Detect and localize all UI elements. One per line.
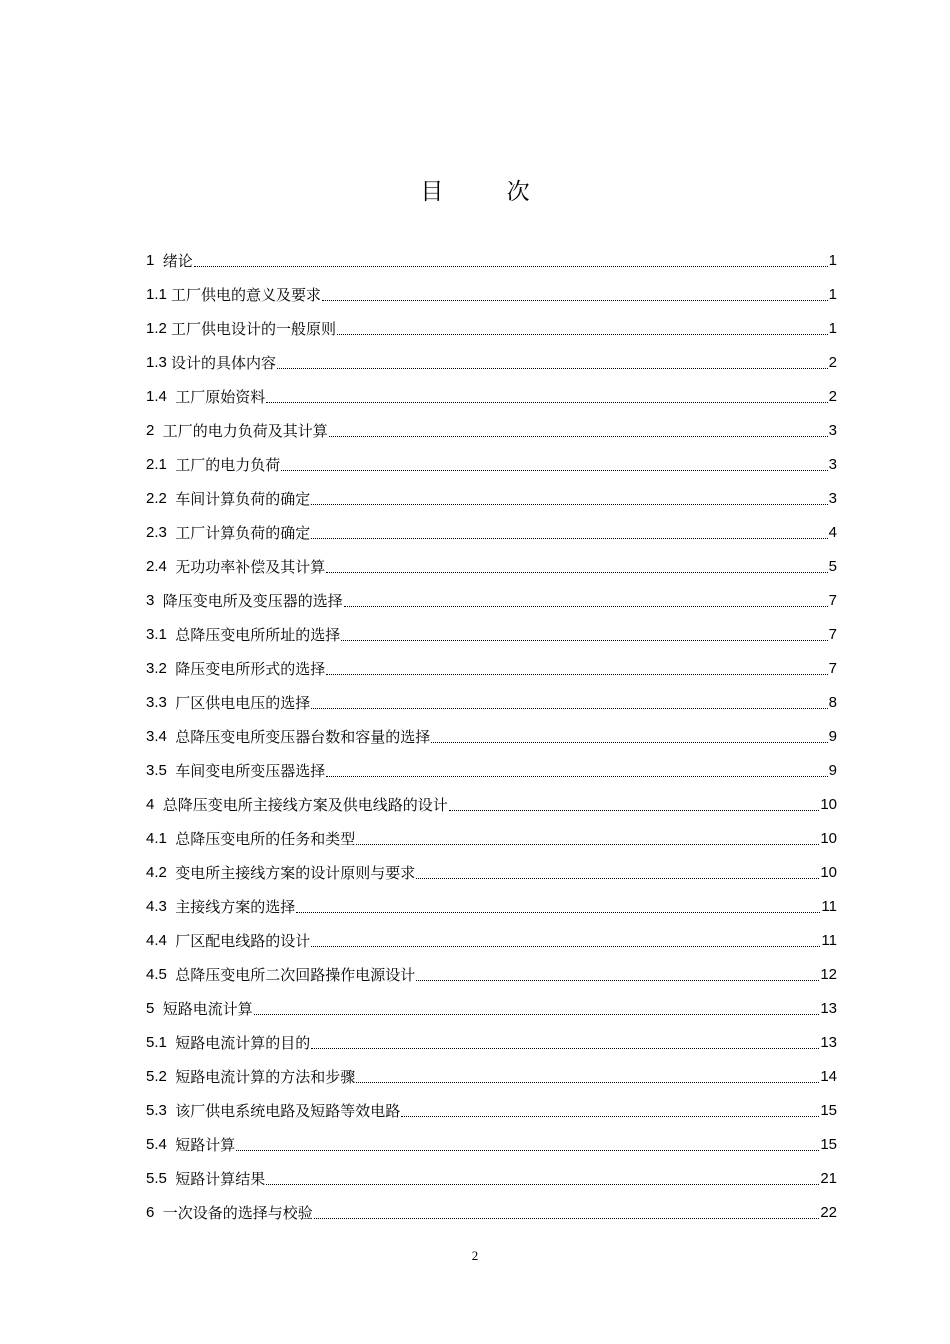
toc-entry[interactable]: [146, 580, 837, 614]
toc-entry-number: 3.4: [146, 728, 176, 745]
toc-entry-number: 4.4: [146, 932, 176, 949]
toc-entry-number: 5.5: [146, 1170, 176, 1187]
toc-entry-number: 4.2: [146, 864, 176, 881]
toc-entry-number: 4.5: [146, 966, 176, 983]
toc-entry-number: 3.5: [146, 762, 176, 779]
toc-entry[interactable]: [146, 240, 837, 274]
toc-entry-number: 6: [146, 1204, 163, 1221]
toc-entry-number: 2.4: [146, 558, 176, 575]
toc-entry-number: 1.2: [146, 320, 172, 337]
toc-entry-number: 2.1: [146, 456, 176, 473]
toc-entry[interactable]: [146, 750, 837, 784]
toc-dot-leader: [311, 1047, 819, 1049]
toc-entry-title: 总降压变电所的任务和类型: [175, 830, 356, 848]
toc-entry-number: 5.1: [146, 1034, 176, 1051]
toc-dot-leader: [416, 979, 819, 981]
toc-dot-leader: [314, 1217, 820, 1219]
toc-entry-title: 总降压变电所主接线方案及供电线路的设计: [162, 796, 448, 814]
toc-dot-leader: [431, 741, 827, 743]
toc-entry-page: 7: [828, 626, 837, 643]
page-title: 目 次: [420, 179, 558, 205]
toc-entry-page: 10: [820, 830, 837, 847]
toc-dot-leader: [341, 639, 827, 641]
toc-dot-leader: [322, 299, 828, 301]
toc-entry-number: 1.1: [146, 286, 172, 303]
toc-entry[interactable]: [146, 512, 837, 546]
toc-dot-leader: [254, 1013, 820, 1015]
toc-entry-page: 1: [828, 320, 837, 337]
toc-entry-title: 工厂的电力负荷: [175, 456, 281, 474]
toc-dot-leader: [416, 877, 819, 879]
toc-entry-page: 12: [820, 966, 837, 983]
toc-entry-title: 工厂供电设计的一般原则: [171, 320, 337, 338]
toc-entry[interactable]: [146, 410, 837, 444]
toc-entry-title: 绪论: [162, 252, 193, 270]
toc-entry-page: 11: [821, 932, 837, 949]
toc-entry[interactable]: [146, 1090, 837, 1124]
toc-dot-leader: [266, 1183, 819, 1185]
toc-entry[interactable]: [146, 852, 837, 886]
toc-entry[interactable]: [146, 920, 837, 954]
toc-entry-number: 5.4: [146, 1136, 176, 1153]
toc-entry-title: 降压变电所形式的选择: [175, 660, 326, 678]
toc-entry-number: 1.3: [146, 354, 172, 371]
toc-dot-leader: [344, 605, 828, 607]
page-number: 2: [471, 1248, 479, 1263]
toc-entry[interactable]: [146, 1022, 837, 1056]
toc-entry-title: 该厂供电系统电路及短路等效电路: [175, 1102, 401, 1120]
toc-entry-page: 14: [820, 1068, 837, 1085]
toc-dot-leader: [449, 809, 820, 811]
toc-dot-leader: [311, 945, 820, 947]
toc-entry-page: 22: [820, 1204, 837, 1221]
toc-entry-title: 工厂原始资料: [175, 388, 266, 406]
table-of-contents: [146, 240, 837, 1226]
toc-entry[interactable]: [146, 342, 837, 376]
toc-entry[interactable]: [146, 1192, 837, 1226]
toc-entry-page: 7: [828, 660, 837, 677]
toc-entry[interactable]: [146, 818, 837, 852]
toc-dot-leader: [337, 333, 828, 335]
toc-dot-leader: [296, 911, 820, 913]
toc-entry-page: 11: [821, 898, 837, 915]
toc-entry-number: 1.4: [146, 388, 176, 405]
toc-entry-page: 13: [820, 1034, 837, 1051]
toc-entry-title: 总降压变电所变压器台数和容量的选择: [175, 728, 431, 746]
toc-dot-leader: [281, 469, 827, 471]
toc-entry-number: 5: [146, 1000, 163, 1017]
toc-entry-page: 21: [820, 1170, 837, 1187]
toc-entry-title: 厂区供电电压的选择: [175, 694, 311, 712]
toc-entry[interactable]: [146, 784, 837, 818]
toc-dot-leader: [277, 367, 828, 369]
toc-entry-page: 8: [828, 694, 837, 711]
toc-dot-leader: [326, 571, 827, 573]
toc-entry-page: 3: [828, 456, 837, 473]
toc-entry[interactable]: [146, 376, 837, 410]
toc-entry-title: 工厂计算负荷的确定: [175, 524, 311, 542]
toc-entry-page: 15: [820, 1136, 837, 1153]
toc-entry-number: 3.1: [146, 626, 176, 643]
toc-entry[interactable]: [146, 648, 837, 682]
toc-entry-title: 工厂供电的意义及要求: [171, 286, 322, 304]
toc-entry[interactable]: [146, 1056, 837, 1090]
toc-entry[interactable]: [146, 988, 837, 1022]
toc-dot-leader: [326, 775, 827, 777]
toc-entry-title: 总降压变电所二次回路操作电源设计: [175, 966, 416, 984]
toc-entry-page: 9: [828, 728, 837, 745]
toc-entry-number: 4: [146, 796, 163, 813]
toc-entry[interactable]: [146, 614, 837, 648]
toc-entry[interactable]: [146, 546, 837, 580]
toc-entry-page: 3: [828, 490, 837, 507]
toc-dot-leader: [194, 265, 828, 267]
toc-entry-number: 2: [146, 422, 163, 439]
toc-entry-number: 4.1: [146, 830, 176, 847]
toc-entry-page: 1: [828, 252, 837, 269]
toc-entry-number: 5.3: [146, 1102, 176, 1119]
toc-entry[interactable]: [146, 274, 837, 308]
toc-entry-number: 4.3: [146, 898, 176, 915]
toc-entry-page: 10: [820, 864, 837, 881]
toc-dot-leader: [326, 673, 827, 675]
toc-entry-title: 总降压变电所所址的选择: [175, 626, 341, 644]
toc-entry-title: 短路计算结果: [175, 1170, 266, 1188]
toc-dot-leader: [356, 1081, 819, 1083]
toc-entry-page: 10: [820, 796, 837, 813]
toc-entry-title: 变电所主接线方案的设计原则与要求: [175, 864, 416, 882]
toc-dot-leader: [311, 537, 827, 539]
toc-dot-leader: [356, 843, 819, 845]
toc-entry-title: 短路电流计算的目的: [175, 1034, 311, 1052]
toc-entry-title: 短路电流计算的方法和步骤: [175, 1068, 356, 1086]
toc-entry-number: 3: [146, 592, 163, 609]
toc-dot-leader: [311, 707, 827, 709]
toc-entry[interactable]: [146, 886, 837, 920]
toc-entry[interactable]: [146, 1158, 837, 1192]
toc-dot-leader: [311, 503, 827, 505]
toc-entry-title: 车间计算负荷的确定: [175, 490, 311, 508]
toc-entry-number: 1: [146, 252, 163, 269]
toc-entry-page: 13: [820, 1000, 837, 1017]
toc-entry-page: 3: [828, 422, 837, 439]
toc-entry-title: 主接线方案的选择: [175, 898, 296, 916]
toc-dot-leader: [266, 401, 827, 403]
toc-entry[interactable]: [146, 444, 837, 478]
toc-entry-page: 4: [828, 524, 837, 541]
toc-entry[interactable]: [146, 478, 837, 512]
toc-entry-page: 2: [828, 388, 837, 405]
toc-entry-title: 厂区配电线路的设计: [175, 932, 311, 950]
toc-entry[interactable]: [146, 308, 837, 342]
toc-entry-title: 工厂的电力负荷及其计算: [162, 422, 328, 440]
toc-entry-page: 15: [820, 1102, 837, 1119]
toc-entry[interactable]: [146, 682, 837, 716]
toc-entry-number: 2.3: [146, 524, 176, 541]
toc-entry-page: 7: [828, 592, 837, 609]
toc-entry-page: 5: [828, 558, 837, 575]
toc-dot-leader: [401, 1115, 819, 1117]
toc-entry-number: 5.2: [146, 1068, 176, 1085]
toc-entry[interactable]: [146, 954, 837, 988]
toc-entry-title: 短路计算: [175, 1136, 236, 1154]
toc-entry[interactable]: [146, 716, 837, 750]
toc-entry-title: 车间变电所变压器选择: [175, 762, 326, 780]
toc-entry-page: 1: [828, 286, 837, 303]
toc-entry-number: 2.2: [146, 490, 176, 507]
toc-dot-leader: [236, 1149, 819, 1151]
toc-entry-title: 一次设备的选择与校验: [162, 1204, 313, 1222]
toc-entry-title: 无功功率补偿及其计算: [175, 558, 326, 576]
toc-entry[interactable]: [146, 1124, 837, 1158]
toc-dot-leader: [329, 435, 828, 437]
toc-entry-page: 9: [828, 762, 837, 779]
toc-entry-title: 降压变电所及变压器的选择: [162, 592, 343, 610]
toc-entry-page: 2: [828, 354, 837, 371]
toc-entry-number: 3.3: [146, 694, 176, 711]
toc-entry-title: 设计的具体内容: [171, 354, 277, 372]
toc-entry-title: 短路电流计算: [162, 1000, 253, 1018]
toc-entry-number: 3.2: [146, 660, 176, 677]
